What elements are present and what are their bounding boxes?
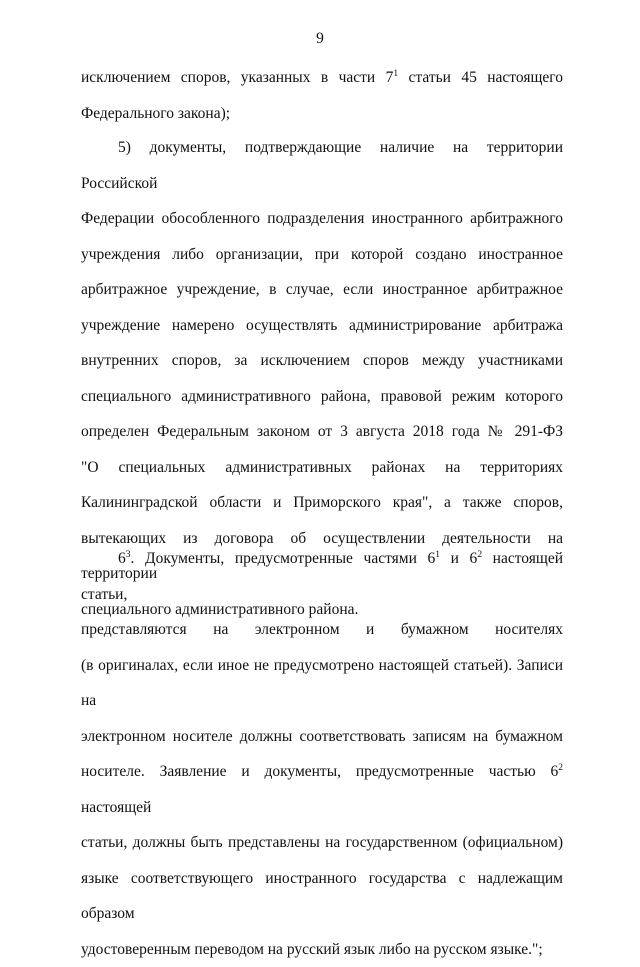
paragraph-continuation bbox=[81, 60, 563, 131]
text-run: 6 bbox=[118, 550, 126, 567]
text-run: . Документы, предусмотренные частями 6 bbox=[131, 550, 436, 567]
text-line: (в оригиналах, если иное не предусмотрено настоящей статьей). Записи на bbox=[81, 648, 563, 719]
text-line: специального административного района. bbox=[81, 592, 563, 628]
text-line: 5) документы, подтверждающие наличие на территории Российской bbox=[81, 130, 563, 201]
text-line: внутренних споров, за исключением споров между участниками bbox=[81, 343, 563, 379]
paragraph-6-3 bbox=[81, 541, 563, 967]
text-run: исключением споров, указанных в части 7 bbox=[81, 69, 393, 86]
page-number: 9 bbox=[0, 30, 640, 48]
text-run: настоящей статьи, bbox=[81, 550, 563, 603]
superscript: 1 bbox=[393, 69, 398, 79]
text-line bbox=[81, 754, 563, 825]
text-run: настоящей bbox=[81, 799, 151, 816]
text-run: и 6 bbox=[440, 550, 477, 567]
text-line: статьи, должны быть представлены на государственном (официальном) bbox=[81, 825, 563, 861]
text-line: учреждения либо организации, при которой создано иностранное bbox=[81, 237, 563, 273]
text-line: электронном носителе должны соответствовать записям на бумажном bbox=[81, 719, 563, 755]
text-line bbox=[81, 60, 563, 96]
text-line: определен Федеральным законом от 3 августа 2018 года № 291-ФЗ bbox=[81, 414, 563, 450]
text-line: Федерации обособленного подразделения иностранного арбитражного bbox=[81, 201, 563, 237]
text-line: учреждение намерено осуществлять администрирование арбитража bbox=[81, 308, 563, 344]
text-line: представляются на электронном и бумажном носителях bbox=[81, 612, 563, 648]
text-line: вытекающих из договора об осуществлении деятельности на территории bbox=[81, 521, 563, 592]
text-run: статьи 45 настоящего bbox=[398, 69, 563, 86]
text-line: "О специальных административных районах на территориях bbox=[81, 450, 563, 486]
superscript: 3 bbox=[126, 550, 131, 560]
text-line: арбитражное учреждение, в случае, если иностранное арбитражное bbox=[81, 272, 563, 308]
text-line bbox=[81, 541, 563, 612]
text-line: специального административного района, правовой режим которого bbox=[81, 379, 563, 415]
superscript: 1 bbox=[435, 550, 440, 560]
text-line: Калининградской области и Приморского края", а также споров, bbox=[81, 485, 563, 521]
text-run: носителе. Заявление и документы, предусмотренные частью 6 bbox=[81, 763, 558, 780]
superscript: 2 bbox=[558, 763, 563, 773]
text-line: Федерального закона); bbox=[81, 96, 563, 132]
superscript: 2 bbox=[477, 550, 482, 560]
text-line: удостоверенным переводом на русский язык либо на русском языке."; bbox=[81, 932, 563, 967]
text-line: языке соответствующего иностранного государства с надлежащим образом bbox=[81, 861, 563, 932]
